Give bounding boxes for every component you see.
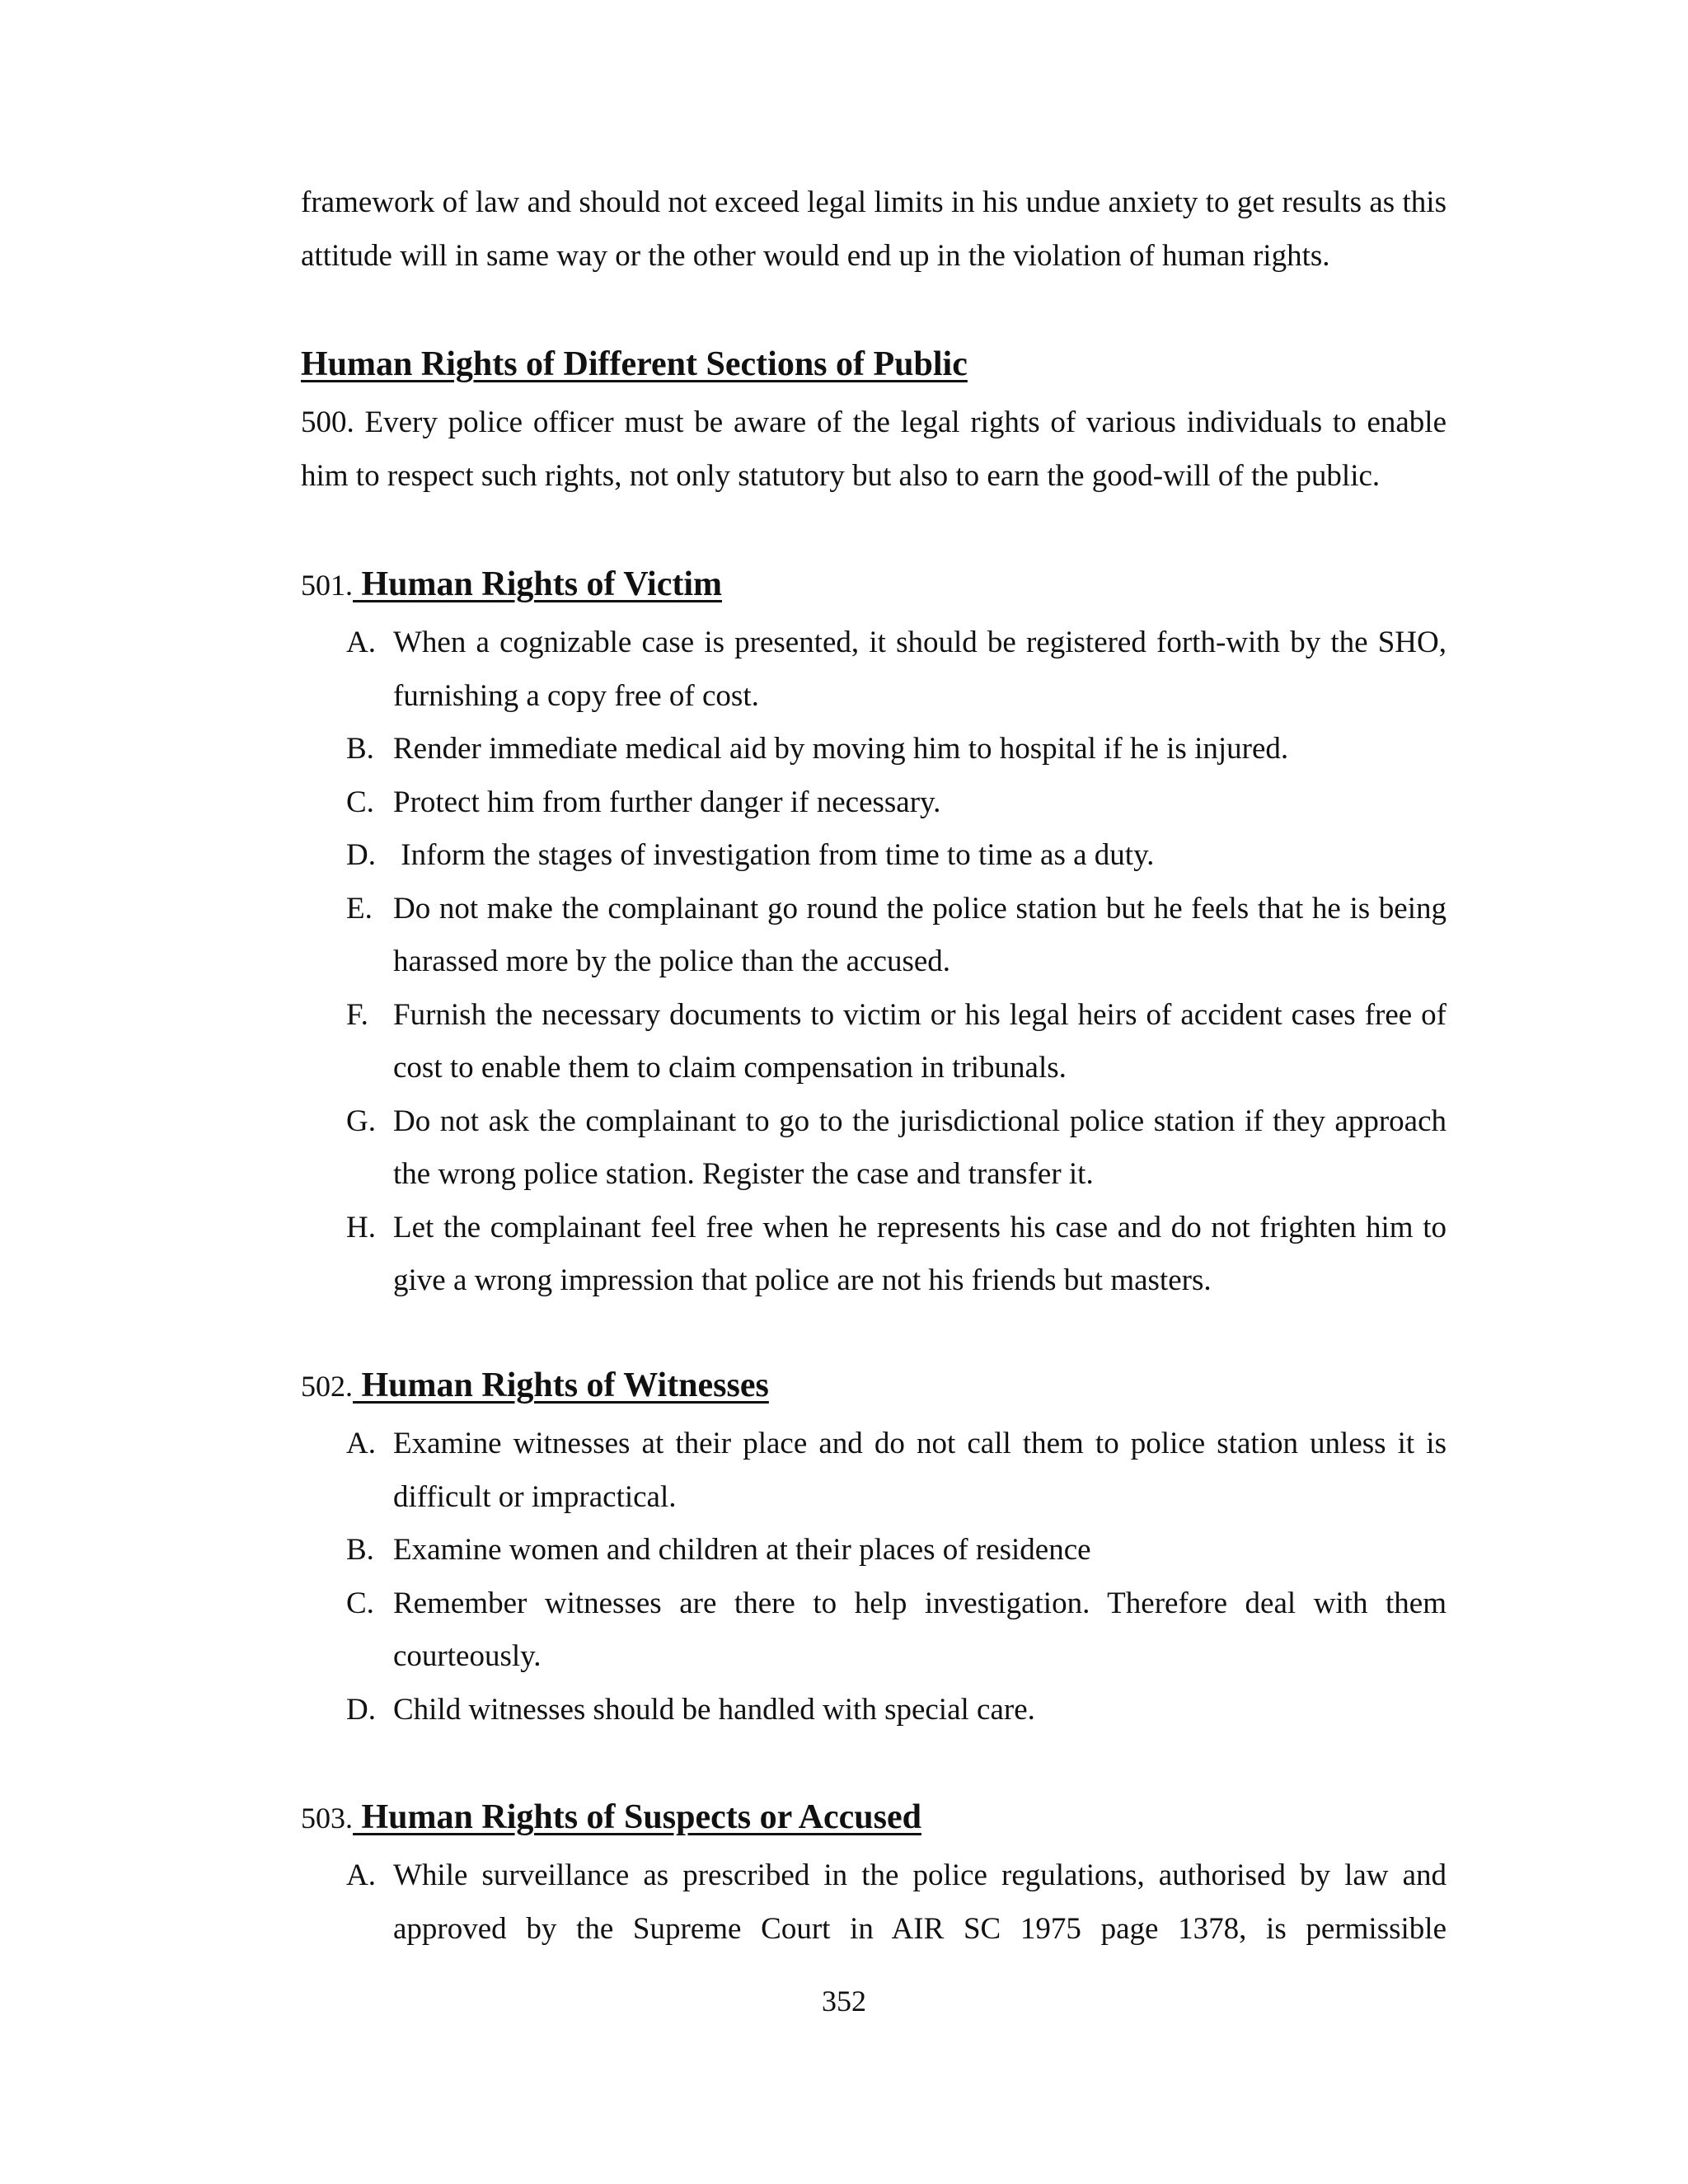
list-item-letter: C. [346, 785, 374, 819]
list-item [346, 776, 1447, 830]
list-item-text: When a cognizable case is presented, it should be registered forth-with by the SHO, furnishing a copy free of cost. [393, 626, 1447, 713]
list-item-letter: D. [346, 838, 376, 872]
section-number-501: 501. [301, 569, 353, 602]
section-heading-victim [301, 561, 722, 612]
victim-rights-list [346, 616, 1447, 1308]
section-title-witnesses [353, 1366, 769, 1404]
list-item [346, 883, 1447, 989]
list-item-text: Inform the stages of investigation from time to time as a duty. [393, 838, 1155, 872]
list-item-letter: G. [346, 1104, 376, 1138]
section-title-victim-text: Human Rights of Victim [361, 565, 723, 603]
section-number-503: 503. [301, 1802, 353, 1835]
list-item-letter: F. [346, 997, 368, 1032]
suspect-rights-list [346, 1849, 1447, 1956]
list-item-text: Examine witnesses at their place and do not call them to police station unless it is difficult or impractical. [393, 1427, 1447, 1514]
list-item [346, 1849, 1447, 1956]
paragraph-500-text: Every police officer must be aware of the legal rights of various individuals to enable him to respect such rights, not only statutory but also to earn the good-will of the public. [301, 405, 1447, 493]
list-item-letter: H. [346, 1210, 376, 1244]
paragraph-500-number: 500. [301, 405, 354, 439]
section-title-suspects [353, 1798, 921, 1836]
list-item-letter: E. [346, 891, 373, 926]
list-item-letter: D. [346, 1692, 376, 1727]
list-item [346, 1577, 1447, 1684]
list-item [346, 723, 1447, 776]
list-item [346, 1095, 1447, 1202]
section-heading-public-text: Human Rights of Different Sections of Public [301, 345, 968, 383]
list-item [346, 1418, 1447, 1524]
list-item-letter: A. [346, 626, 376, 659]
list-item-letter: A. [346, 1858, 376, 1892]
list-item-text: Examine women and children at their places of residence [393, 1533, 1091, 1567]
list-item-letter: B. [346, 732, 374, 766]
list-item-letter: B. [346, 1533, 374, 1567]
list-item-text: Remember witnesses are there to help investigation. Therefore deal with them courteously. [393, 1586, 1447, 1673]
list-item-text: Do not make the complainant go round the police station but he feels that he is being harassed more by the police than the accused. [393, 891, 1447, 978]
intro-paragraph: framework of law and should not exceed legal limits in his undue anxiety to get results as this attitude will in same way or the other would end up in the violation of human rights. [301, 185, 1447, 273]
list-item [346, 829, 1447, 883]
list-item-letter: A. [346, 1427, 376, 1460]
section-heading-public [301, 341, 968, 387]
list-item-text: Render immediate medical aid by moving him to hospital if he is injured. [393, 732, 1289, 766]
section-title-suspects-text: Human Rights of Suspects or Accused [361, 1798, 921, 1836]
list-item-text: Let the complainant feel free when he represents his case and do not frighten him to give a wrong impression that police are not his friends but masters. [393, 1210, 1447, 1297]
list-item [346, 989, 1447, 1095]
section-number-502: 502. [301, 1370, 353, 1403]
list-item-text: While surveillance as prescribed in the police regulations, authorised by law and approved by the Supreme Court in AIR SC 1975 page 1378, is permissible [393, 1858, 1447, 1946]
list-item [346, 1684, 1447, 1737]
list-item-text: Child witnesses should be handled with special care. [393, 1692, 1035, 1727]
list-item-text: Protect him from further danger if necessary. [393, 785, 941, 819]
paragraph-500 [301, 396, 1447, 503]
list-item [346, 1524, 1447, 1577]
list-item [346, 1202, 1447, 1308]
section-heading-witnesses [301, 1362, 769, 1413]
list-item [346, 616, 1447, 723]
witness-rights-list [346, 1418, 1447, 1736]
list-item-text: Do not ask the complainant to go to the jurisdictional police station if they approach the wrong police station. Register the case and transfer it. [393, 1104, 1447, 1191]
section-title-victim [353, 565, 722, 603]
list-item-letter: C. [346, 1586, 374, 1620]
list-item-text: Furnish the necessary documents to victim or his legal heirs of accident cases free of cost to enable them to claim compensation in tribunals. [393, 997, 1447, 1085]
section-heading-suspects [301, 1794, 921, 1845]
page-number: 352 [822, 1985, 866, 2018]
section-title-witnesses-text: Human Rights of Witnesses [361, 1366, 769, 1404]
